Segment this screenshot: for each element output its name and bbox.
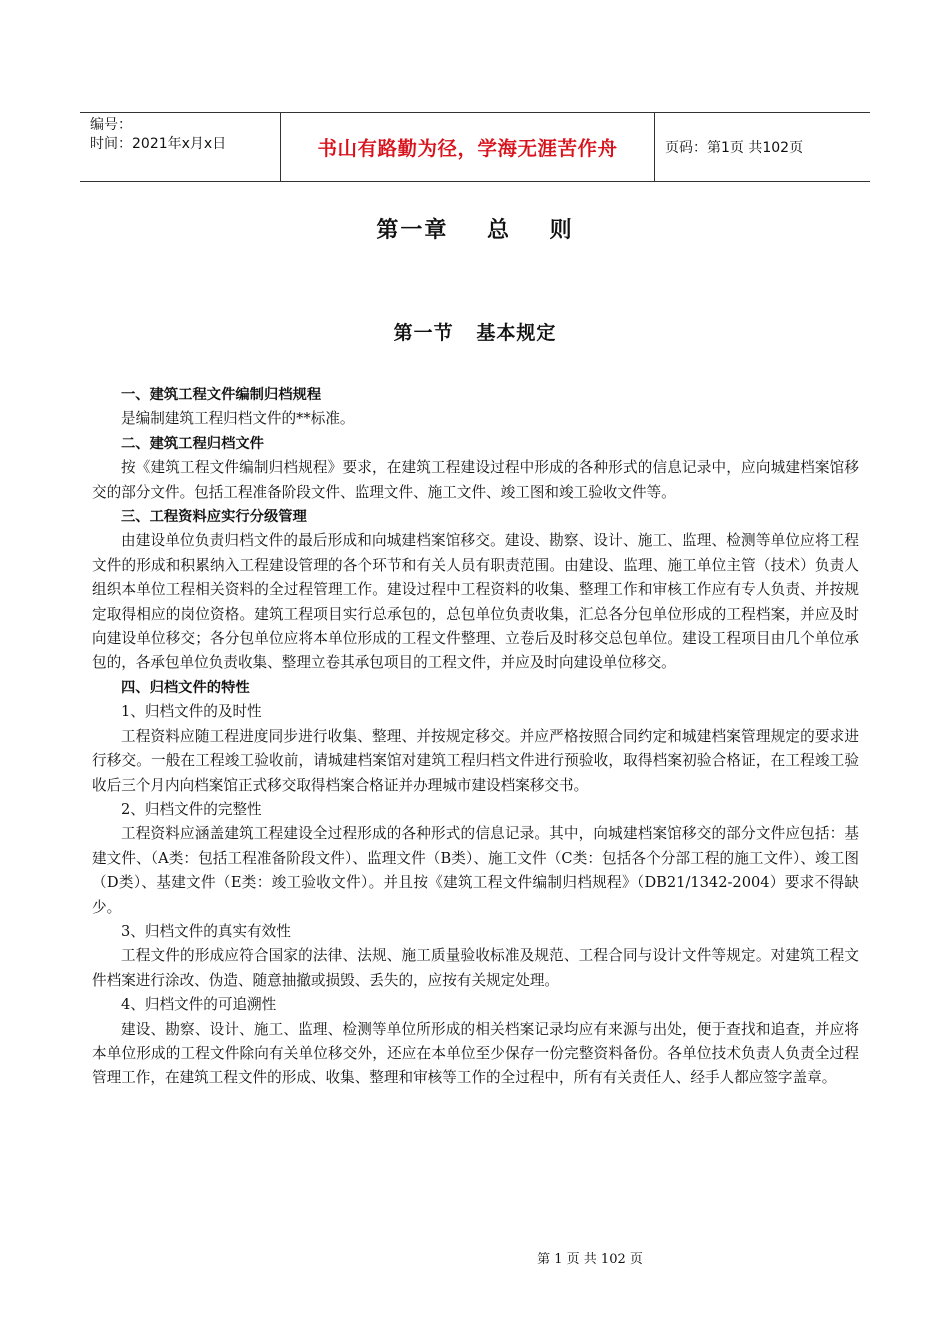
- paragraph: 按《建筑工程文件编制归档规程》要求，在建筑工程建设过程中形成的各种形式的信息记录中，应向城建档案馆移交的部分文件。包括工程准备阶段文件、监理文件、施工文件、竣工图和竣工验收文件等。: [92, 459, 859, 501]
- subheading: 1、归档文件的及时性: [121, 703, 262, 721]
- page-footer: 第 1 页 共 102 页: [537, 1252, 643, 1267]
- heading-1: 一、建筑工程文件编制归档规程: [121, 387, 322, 403]
- header-motto: 书山有路勤为径，学海无涯苦作舟: [281, 113, 655, 181]
- paragraph: 是编制建筑工程归档文件的**标准。: [121, 410, 355, 428]
- subheading: 2、归档文件的完整性: [121, 800, 262, 818]
- paragraph: 工程资料应随工程进度同步进行收集、整理、并按规定移交。并应严格按照合同约定和城建档案管理规定的要求进行移交。一般在工程竣工验收前，请城建档案馆对建筑工程归档文件进行预验收，取得档案初验合格证，在工程竣工验收后三个月内向档案馆正式移交取得档案合格证并办理城市建设档案移交书。: [92, 727, 859, 794]
- subheading: 3、归档文件的真实有效性: [121, 922, 291, 940]
- header-page-info: 页码：第1页 共102页: [665, 140, 804, 156]
- header-table: [80, 112, 870, 182]
- document-time-label: 时间：2021年x月x日: [90, 136, 227, 152]
- heading-2: 二、建筑工程归档文件: [121, 435, 264, 452]
- section-title: 第一节 基本规定: [393, 322, 557, 344]
- document-body: [92, 383, 859, 1091]
- paragraph: 工程文件的形成应符合国家的法律、法规、施工质量验收标准及规范、工程合同与设计文件等规定。对建筑工程文件档案进行涂改、伪造、随意抽撤或损毁、丢失的，应按有关规定处理。: [92, 947, 859, 989]
- chapter-title: 第一章 总 则: [376, 218, 574, 243]
- paragraph: 建设、勘察、设计、施工、监理、检测等单位所形成的相关档案记录均应有来源与出处，便于查找和追查，并应将本单位形成的工程文件除向有关单位移交外，还应在本单位至少保存一份完整资料备份。各单位技术负责人负责全过程管理工作，在建筑工程文件的形成、收集、整理和审核等工作的全过程中，所有有关责任人、经手人都应签字盖章。: [92, 1020, 859, 1087]
- paragraph: 由建设单位负责归档文件的最后形成和向城建档案馆移交。建设、勘察、设计、施工、监理、检测等单位应将工程文件的形成和积累纳入工程建设管理的各个环节和有关人员有职责范围。由建设、监理、施工单位主管（技术）负责人组织本单位工程相关资料的全过程管理工作。建设过程中工程资料的收集、整理工作和审核工作应有专人负责、并按规定取得相应的岗位资格。建筑工程项目实行总承包的，总包单位负责收集，汇总各分包单位形成的工程档案，并应及时向建设单位移交；各分包单位应将本单位形成的工程文件整理、立卷后及时移交总包单位。建设工程项目由几个单位承包的，各承包单位负责收集、整理立卷其承包项目的工程文件，并应及时向建设单位移交。: [92, 532, 859, 672]
- heading-4: 四、归档文件的特性: [121, 679, 250, 696]
- document-number-label: 编号：: [90, 117, 132, 133]
- header-meta: [80, 113, 281, 181]
- paragraph: 工程资料应涵盖建筑工程建设全过程形成的各种形式的信息记录。其中，向城建档案馆移交的部分文件应包括：基建文件、（A类：包括工程准备阶段文件）、监理文件（B类）、施工文件（C类：包括各个分部工程的施工文件）、竣工图（D类）、基建文件（E类：竣工验收文件）。并且按《建筑工程文件编制归档规程》（DB21/1342-2004）要求不得缺少。: [92, 825, 859, 916]
- subheading: 4、归档文件的可追溯性: [121, 996, 277, 1014]
- heading-3: 三、工程资料应实行分级管理: [121, 509, 307, 526]
